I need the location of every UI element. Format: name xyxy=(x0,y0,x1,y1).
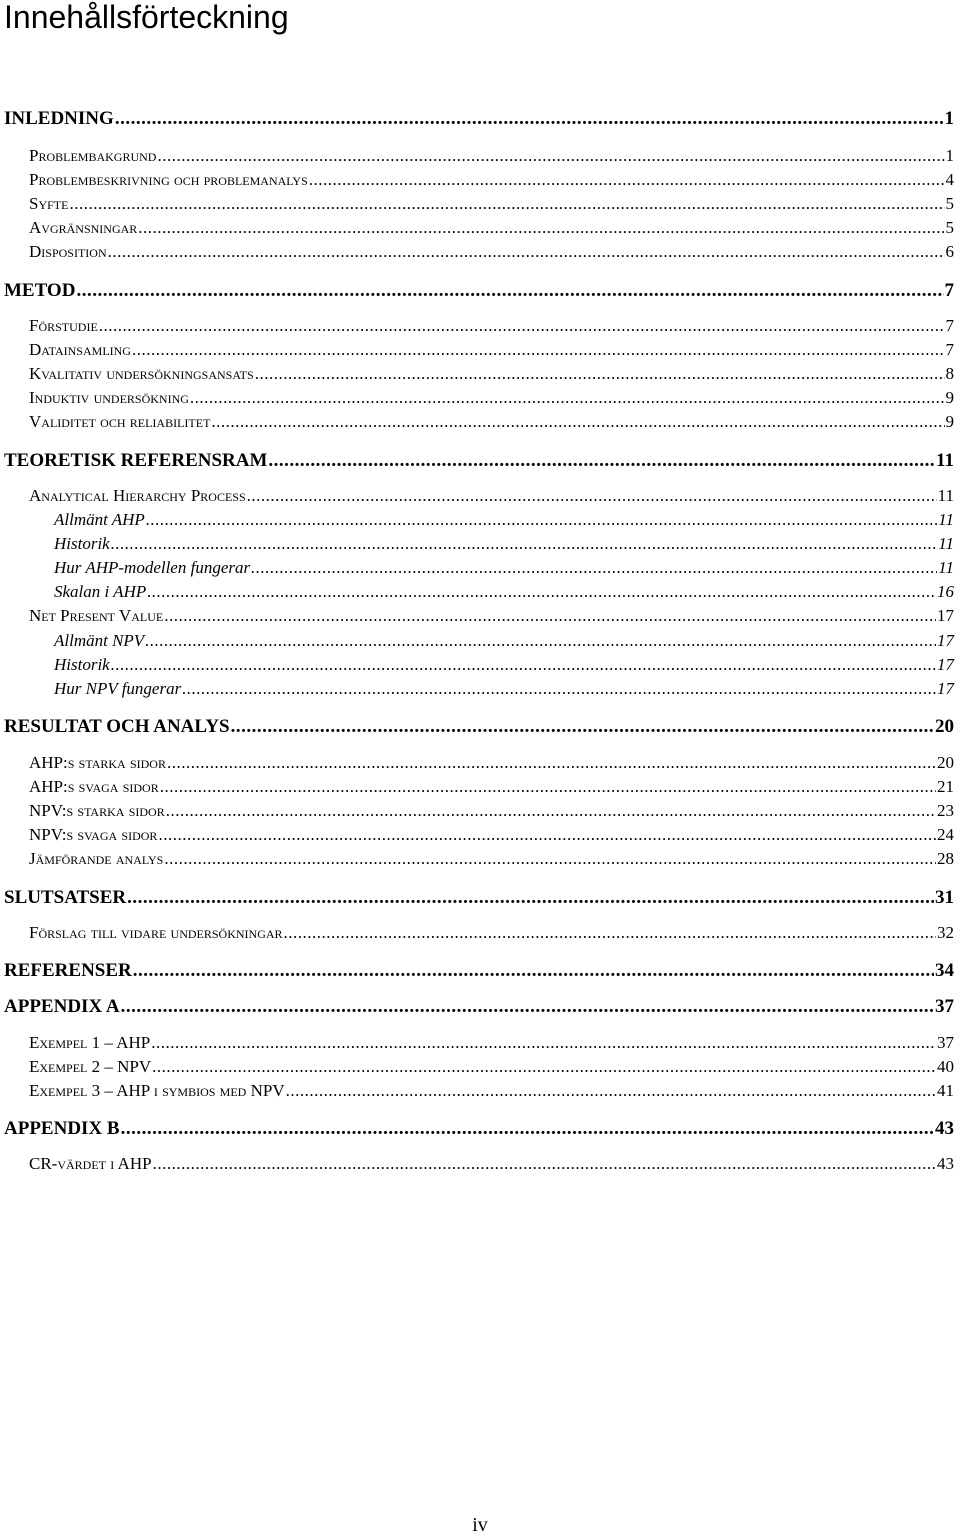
toc-entry-label: INLEDNING xyxy=(4,108,114,129)
dot-leader xyxy=(145,631,936,651)
toc-entry-label: Hur AHP-modellen fungerar xyxy=(54,558,251,577)
toc-entry-page: 41 xyxy=(937,1081,954,1100)
toc-entry-label: Disposition xyxy=(29,242,107,261)
toc-entry[interactable] xyxy=(29,1154,954,1174)
toc-entry-label: RESULTAT OCH ANALYS xyxy=(4,716,230,737)
dot-leader xyxy=(167,753,936,773)
dot-leader xyxy=(111,655,936,675)
toc-entry-label: TEORETISK REFERENSRAM xyxy=(4,450,268,471)
toc-entry[interactable] xyxy=(29,194,954,214)
toc-entry-page: 34 xyxy=(935,960,954,981)
toc-entry[interactable] xyxy=(29,1033,954,1053)
toc-entry[interactable] xyxy=(4,108,954,130)
dot-leader xyxy=(147,582,936,602)
toc-entry-page: 11 xyxy=(936,450,954,471)
toc-entry-page: 17 xyxy=(937,679,954,698)
toc-entry-page: 24 xyxy=(937,825,954,844)
toc-entry[interactable] xyxy=(4,716,954,738)
toc-entry[interactable] xyxy=(4,996,954,1018)
toc-entry[interactable] xyxy=(29,1057,954,1077)
toc-entry[interactable] xyxy=(4,280,954,302)
toc-entry[interactable] xyxy=(29,412,954,432)
toc-entry-page: 17 xyxy=(937,655,954,674)
dot-leader xyxy=(153,1154,936,1174)
toc-entry-label: Allmänt NPV xyxy=(54,631,145,650)
toc-entry-page: 43 xyxy=(937,1154,954,1173)
toc-entry-label: AHP:s svaga sidor xyxy=(29,777,159,796)
dot-leader xyxy=(164,849,936,869)
toc-entry-page: 16 xyxy=(937,582,954,601)
toc-entry-label: Allmänt AHP xyxy=(54,510,145,529)
toc-entry[interactable] xyxy=(54,655,954,675)
page-title: Innehållsförteckning xyxy=(4,0,289,35)
toc-entry-page: 37 xyxy=(937,1033,954,1052)
toc-entry-page: 11 xyxy=(938,534,954,553)
toc-entry-label: Analytical Hierarchy Process xyxy=(29,486,246,505)
dot-leader xyxy=(99,316,945,336)
toc-entry-label: AHP:s starka sidor xyxy=(29,753,166,772)
toc-entry-label: Induktiv undersökning xyxy=(29,388,189,407)
toc-entry[interactable] xyxy=(29,753,954,773)
toc-entry-page: 9 xyxy=(945,412,954,431)
toc-entry-label: REFERENSER xyxy=(4,960,132,981)
toc-entry-label: NPV:s starka sidor xyxy=(29,801,165,820)
dot-leader xyxy=(111,534,938,554)
dot-leader xyxy=(157,146,944,166)
toc-entry[interactable] xyxy=(54,582,954,602)
toc-entry[interactable] xyxy=(4,960,954,982)
toc-entry-label: Datainsamling xyxy=(29,340,131,359)
dot-leader xyxy=(121,996,934,1018)
toc-entry[interactable] xyxy=(4,1118,954,1140)
dot-leader xyxy=(69,194,944,214)
dot-leader xyxy=(284,923,936,943)
dot-leader xyxy=(158,825,936,845)
toc-entry-page: 1 xyxy=(944,108,954,129)
dot-leader xyxy=(231,716,934,738)
dot-leader xyxy=(115,108,944,130)
dot-leader xyxy=(211,412,944,432)
toc-entry-page: 7 xyxy=(945,316,954,335)
toc-entry-page: 20 xyxy=(937,753,954,772)
toc-entry-page: 7 xyxy=(944,280,954,301)
dot-leader xyxy=(127,887,934,909)
toc-entry-label: Avgränsningar xyxy=(29,218,138,237)
toc-entry-label: Historik xyxy=(54,655,110,674)
toc-entry[interactable] xyxy=(29,316,954,336)
toc-entry[interactable] xyxy=(29,923,954,943)
toc-entry[interactable] xyxy=(29,825,954,845)
toc-entry[interactable] xyxy=(54,679,954,699)
toc-entry-label: Syfte xyxy=(29,194,69,213)
toc-entry-label: SLUTSATSER xyxy=(4,887,127,908)
toc-entry-page: 17 xyxy=(937,631,954,650)
toc-entry-label: METOD xyxy=(4,280,76,301)
toc-entry-page: 8 xyxy=(945,364,954,383)
toc-entry-label: NPV:s svaga sidor xyxy=(29,825,158,844)
dot-leader xyxy=(166,801,936,821)
toc-entry-label: Exempel 2 – NPV xyxy=(29,1057,152,1076)
dot-leader xyxy=(76,280,943,302)
toc-entry-label: Problembeskrivning och problemanalys xyxy=(29,170,308,189)
toc-entry-label: Kvalitativ undersökningsansats xyxy=(29,364,254,383)
dot-leader xyxy=(164,606,936,626)
dot-leader xyxy=(121,1118,934,1140)
toc-entry-page: 28 xyxy=(937,849,954,868)
toc-entry-page: 40 xyxy=(937,1057,954,1076)
toc-entry[interactable] xyxy=(29,1081,954,1101)
dot-leader xyxy=(309,170,945,190)
dot-leader xyxy=(268,450,935,472)
toc-entry-page: 7 xyxy=(945,340,954,359)
toc-entry[interactable] xyxy=(4,450,954,472)
toc-entry[interactable] xyxy=(29,801,954,821)
dot-leader xyxy=(132,340,945,360)
toc-entry[interactable] xyxy=(29,340,954,360)
toc-entry-label: Skalan i AHP xyxy=(54,582,147,601)
toc-entry[interactable] xyxy=(29,777,954,797)
toc-entry-label: Förstudie xyxy=(29,316,98,335)
toc-entry[interactable] xyxy=(29,146,954,166)
dot-leader xyxy=(190,388,945,408)
toc-entry-page: 5 xyxy=(945,218,954,237)
dot-leader xyxy=(286,1081,936,1101)
toc-entry-page: 9 xyxy=(945,388,954,407)
toc-entry-label: Problembakgrund xyxy=(29,146,157,165)
toc-entry[interactable] xyxy=(29,606,954,626)
toc-entry-label: Hur NPV fungerar xyxy=(54,679,182,698)
toc-entry-page: 11 xyxy=(938,558,954,577)
dot-leader xyxy=(160,777,936,797)
toc-entry-page: 6 xyxy=(945,242,954,261)
dot-leader xyxy=(138,218,944,238)
toc-entry-label: Förslag till vidare undersökningar xyxy=(29,923,283,942)
toc-entry[interactable] xyxy=(29,486,954,506)
toc-entry-page: 20 xyxy=(935,716,954,737)
dot-leader xyxy=(182,679,936,699)
toc-entry-label: Validitet och reliabilitet xyxy=(29,412,211,431)
toc-entry-label: Historik xyxy=(54,534,110,553)
toc-entry-page: 43 xyxy=(935,1118,954,1139)
toc-entry-label: CR-värdet i AHP xyxy=(29,1154,152,1173)
toc-entry[interactable] xyxy=(29,388,954,408)
page-number: iv xyxy=(472,1514,488,1536)
toc-entry[interactable] xyxy=(54,510,954,530)
toc-entry[interactable] xyxy=(29,849,954,869)
toc-entry-page: 5 xyxy=(945,194,954,213)
toc-entry[interactable] xyxy=(29,364,954,384)
toc-entry-label: Jämförande analys xyxy=(29,849,164,868)
toc-entry[interactable] xyxy=(54,558,954,578)
toc-entry[interactable] xyxy=(54,534,954,554)
toc-entry-page: 1 xyxy=(945,146,954,165)
toc-entry[interactable] xyxy=(4,887,954,909)
toc-entry[interactable] xyxy=(29,242,954,262)
dot-leader xyxy=(108,242,945,262)
toc-entry-page: 21 xyxy=(937,777,954,796)
dot-leader xyxy=(151,1033,936,1053)
toc-entry-page: 4 xyxy=(945,170,954,189)
toc-entry-page: 32 xyxy=(937,923,954,942)
toc-entry-label: Net Present Value xyxy=(29,606,164,625)
dot-leader xyxy=(146,510,937,530)
toc-entry-label: Exempel 3 – AHP i symbios med NPV xyxy=(29,1081,285,1100)
toc-entry[interactable] xyxy=(29,218,954,238)
toc-entry-page: 31 xyxy=(935,887,954,908)
toc-entry-page: 37 xyxy=(935,996,954,1017)
toc-entry-label: APPENDIX B xyxy=(4,1118,120,1139)
dot-leader xyxy=(251,558,937,578)
toc-entry-label: Exempel 1 – AHP xyxy=(29,1033,151,1052)
dot-leader xyxy=(247,486,937,506)
toc-entry-page: 23 xyxy=(937,801,954,820)
toc-entry-page: 17 xyxy=(937,606,954,625)
dot-leader xyxy=(152,1057,936,1077)
toc-entry-page: 11 xyxy=(938,510,954,529)
toc-entry-label: APPENDIX A xyxy=(4,996,120,1017)
toc-entry[interactable] xyxy=(54,631,954,651)
toc-entry-page: 11 xyxy=(937,486,954,505)
dot-leader xyxy=(133,960,934,982)
dot-leader xyxy=(255,364,945,384)
toc-entry[interactable] xyxy=(29,170,954,190)
